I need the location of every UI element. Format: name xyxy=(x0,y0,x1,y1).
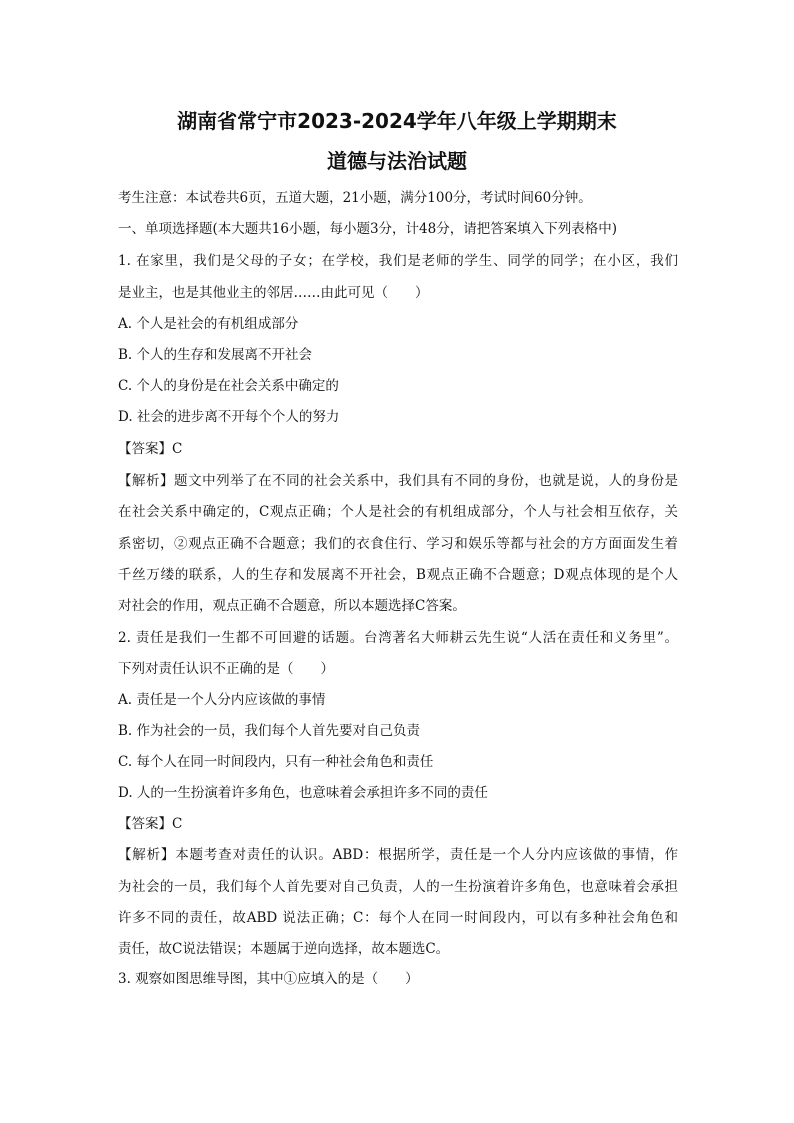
q2-analysis-line4: 责任，故C说法错误；本题属于逆向选择，故本题选C。 xyxy=(118,941,450,957)
q2-option-a: A. 责任是一个人分内应该做的事情 xyxy=(118,692,326,708)
q1-option-b: B. 个人的生存和发展离不开社会 xyxy=(118,347,313,363)
section-heading: 一、单项选择题(本大题共16小题，每小题3分，计48分，请把答案填入下列表格中) xyxy=(118,221,617,237)
q1-analysis-line3: 系密切，②观点正确不合题意；我们的衣食住行、学习和娱乐等都与社会的方方面面发生着 xyxy=(118,536,678,552)
q2-analysis-line3: 许多不同的责任，故ABD 说法正确；C：每个人在同一时间段内，可以有多种社会角色和 xyxy=(118,910,678,926)
q1-stem-line2: 是业主，也是其他业主的邻居……由此可见（ ） xyxy=(118,285,429,301)
q1-analysis-line4: 千丝万缕的联系，人的生存和发展离不开社会，B观点正确不合题意；D观点体现的是个人 xyxy=(118,567,678,583)
q1-analysis-line5: 对社会的作用，观点正确不合题意，所以本题选择C答案。 xyxy=(118,598,466,614)
q1-option-c: C. 个人的身份是在社会关系中确定的 xyxy=(118,378,339,394)
q2-option-c: C. 每个人在同一时间段内，只有一种社会角色和责任 xyxy=(118,754,434,770)
exam-title-line1: 湖南省常宁市2023-2024学年八年级上学期期末 xyxy=(177,109,617,133)
q2-stem-line2: 下列对责任认识不正确的是（ ） xyxy=(118,661,334,677)
exam-notice: 考生注意：本试卷共6页，五道大题，21小题，满分100分，考试时间60分钟。 xyxy=(118,190,592,206)
q2-option-b: B. 作为社会的一员，我们每个人首先要对自己负责 xyxy=(118,723,421,739)
q1-option-d: D. 社会的进步离不开每个个人的努力 xyxy=(118,409,340,425)
q1-analysis-line1: 【解析】题文中列举了在不同的社会关系中，我们具有不同的身份，也就是说，人的身份是 xyxy=(118,473,678,489)
exam-title-line2: 道德与法治试题 xyxy=(327,149,467,173)
q2-option-d: D. 人的一生扮演着许多角色，也意味着会承担许多不同的责任 xyxy=(118,785,488,801)
q1-option-a: A. 个人是社会的有机组成部分 xyxy=(118,316,299,332)
q1-analysis-line2: 在社会关系中确定的，C观点正确；个人是社会的有机组成部分，个人与社会相互依存，关 xyxy=(118,504,678,520)
q2-analysis-line2: 为社会的一员，我们每个人首先要对自己负责，人的一生扮演着许多角色，也意味着会承担 xyxy=(118,879,678,895)
q3-stem-line1: 3. 观察如图思维导图，其中①应填入的是（ ） xyxy=(118,971,419,987)
q2-stem-line1: 2. 责任是我们一生都不可回避的话题。台湾著名大师耕云先生说“人活在责任和义务里”。 xyxy=(118,630,678,646)
q2-answer: 【答案】C xyxy=(118,816,183,832)
q1-answer: 【答案】C xyxy=(118,441,183,457)
q2-analysis-line1: 【解析】本题考查对责任的认识。ABD：根据所学，责任是一个人分内应该做的事情，作 xyxy=(118,847,678,863)
q1-stem-line1: 1. 在家里，我们是父母的子女；在学校，我们是老师的学生、同学的同学；在小区，我们 xyxy=(118,253,678,269)
